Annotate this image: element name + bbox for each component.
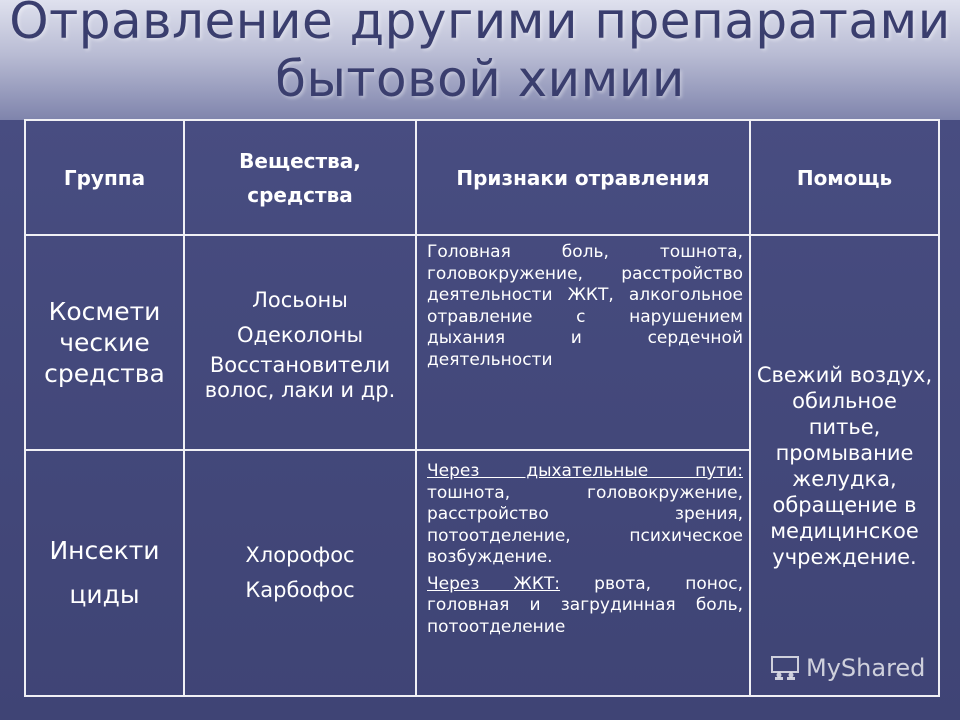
group-cell [25,450,184,696]
group-cell [25,235,184,450]
classroom-icon [770,655,800,681]
header-help: Помощь [750,120,939,235]
substances-cell [184,450,416,696]
signs-cell [416,235,750,450]
signs-paragraph [427,461,743,569]
group-line: Инсекти [49,536,160,565]
poisoning-table [24,119,940,697]
watermark-text: MyShared [806,654,926,682]
signs-paragraph [427,574,743,639]
watermark [770,654,925,682]
substance-item: Восстановители волос, лаки и др. [204,352,396,402]
group-line: циды [69,580,140,609]
substance-item: Лосьоны [252,287,348,312]
substances-cell [184,235,416,450]
group-line: ческие [59,328,150,357]
group-line: средства [44,359,165,388]
header-group: Группа [25,120,184,235]
header-substances-line-1: Вещества, [239,148,361,173]
table-row [25,235,939,450]
substance-item: Карбофос [245,578,355,602]
substance-item: Хлорофос [245,543,355,567]
title-line-2: бытовой химии [275,50,685,108]
slide-title [0,0,960,108]
title-line-1: Отравление другими препаратами [9,0,951,50]
route-label: Через дыхательные пути: [427,461,743,481]
substance-item: Одеколоны [236,322,364,347]
header-substances-line-2: средства [247,182,353,207]
header-substances [184,120,416,235]
route-label: Через ЖКТ: [427,573,561,594]
signs-text: Головная боль, тошнота, головокружение, расстройство деятельности ЖКТ, алкогольное отравление с нарушением дыхания и сердечной деятельности [427,242,743,370]
help-cell: Свежий воздух, обильное питье, промывание желудка, обращение в медицинское учреждение. [750,235,939,696]
header-row [25,120,939,235]
header-signs: Признаки отравления [416,120,750,235]
route-text: тошнота, головокружение, расстройство зрения, потоотделение, психическое возбуждение. [427,482,743,567]
signs-cell [416,450,750,696]
route-text: рвота, понос, головная и загрудинная боль, потоотделение [427,573,743,637]
group-line: Космети [48,297,161,326]
